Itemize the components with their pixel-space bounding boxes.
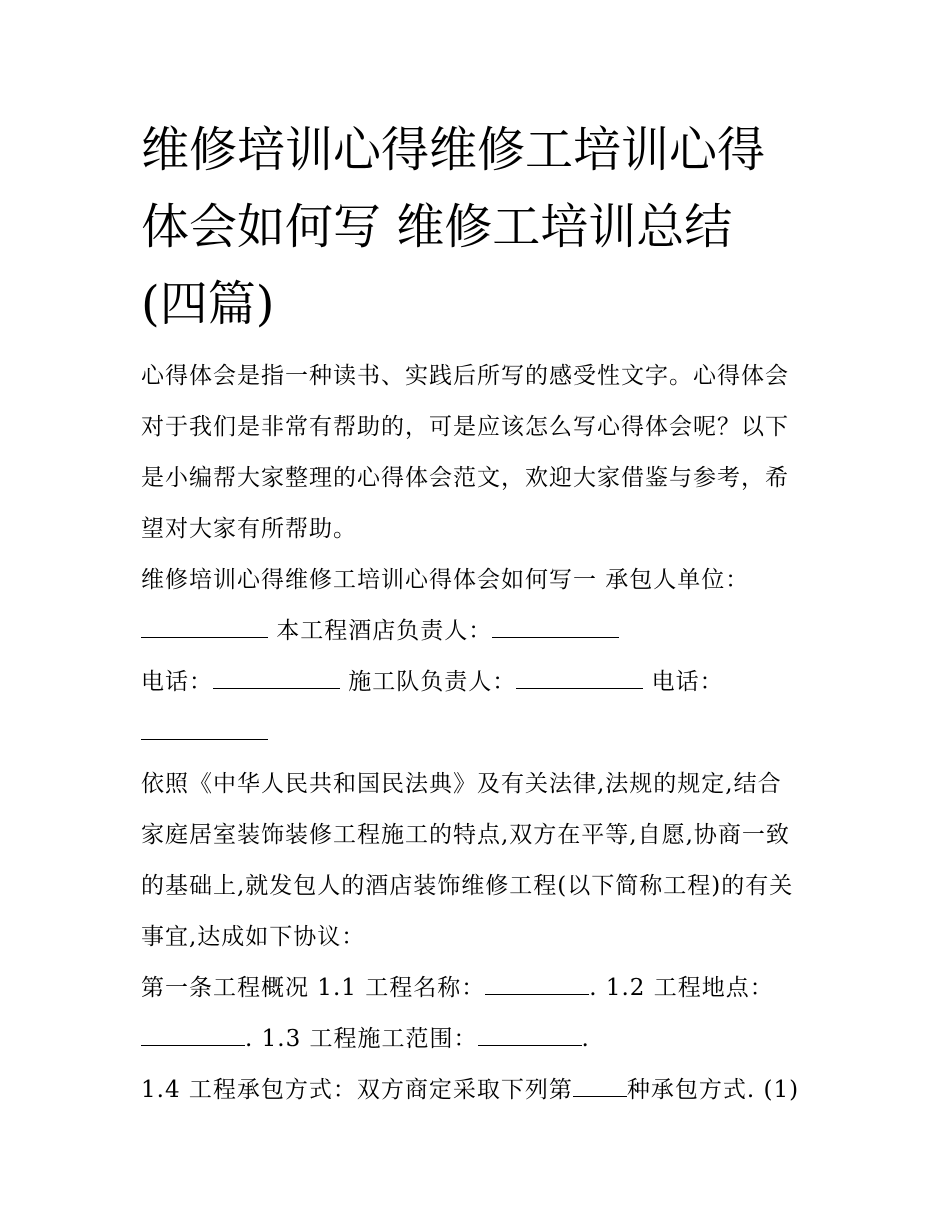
article-text: . 1.2 工程地点： — [589, 975, 774, 1001]
blank-project-scope — [478, 1027, 582, 1046]
section-heading: 维修培训心得维修工培训心得体会如何写一 承包人单位： — [141, 567, 750, 593]
blank-team-manager — [516, 670, 643, 689]
law-line: 依照《中华人民共和国民法典》及有关法律,法规的规定,结合 — [141, 771, 782, 797]
contact-line-3 — [141, 708, 821, 759]
blank-project-location — [141, 1027, 245, 1046]
article-text: . — [581, 1026, 590, 1052]
blank-phone-1 — [213, 670, 340, 689]
intro-line: 对于我们是非常有帮助的，可是应该怎么写心得体会呢？以下 — [141, 414, 789, 440]
article-line — [141, 1065, 821, 1116]
contract-header — [141, 555, 821, 759]
intro-line: 心得体会是指一种读书、实践后所写的感受性文字。心得体会 — [141, 363, 789, 389]
intro-line: 是小编帮大家整理的心得体会范文，欢迎大家借鉴与参考，希 — [141, 465, 789, 491]
article-text: . 1.3 工程施工范围： — [245, 1026, 478, 1052]
article-text: 第一条工程概况 1.1 工程名称： — [141, 975, 486, 1001]
team-manager-label: 施工队负责人： — [340, 669, 517, 695]
article-line — [141, 963, 821, 1014]
intro-line: 望对大家有所帮助。 — [141, 516, 357, 542]
document-title — [141, 112, 821, 343]
document-page — [141, 112, 821, 1116]
law-line: 的基础上,就发包人的酒店装饰维修工程(以下简称工程)的有关 — [141, 873, 794, 899]
document-body — [141, 351, 821, 1116]
article-one — [141, 963, 821, 1116]
hotel-manager-label: 本工程酒店负责人： — [268, 618, 493, 644]
blank-project-name — [485, 976, 589, 995]
blank-contract-method — [573, 1078, 627, 1097]
intro-paragraph — [141, 351, 821, 555]
law-paragraph — [141, 759, 821, 963]
law-line: 家庭居室装饰装修工程施工的特点,双方在平等,自愿,协商一致 — [141, 822, 790, 848]
title-line: 维修培训心得维修工培训心得 — [141, 122, 766, 178]
contact-line-1 — [141, 606, 821, 657]
phone-label: 电话： — [643, 669, 724, 695]
title-line: 体会如何写 维修工培训总结 — [141, 199, 733, 255]
blank-phone-2 — [141, 721, 268, 740]
blank-hotel-manager — [492, 619, 619, 638]
title-line: (四篇) — [141, 276, 275, 332]
contact-line-2 — [141, 657, 821, 708]
law-line: 事宜,达成如下协议： — [141, 924, 366, 950]
article-text: 种承包方式. (1) — [626, 1077, 800, 1103]
phone-label: 电话： — [141, 669, 213, 695]
article-text: 1.4 工程承包方式：双方商定采取下列第 — [141, 1077, 573, 1103]
blank-contractor-unit — [141, 619, 268, 638]
article-line — [141, 1014, 821, 1065]
